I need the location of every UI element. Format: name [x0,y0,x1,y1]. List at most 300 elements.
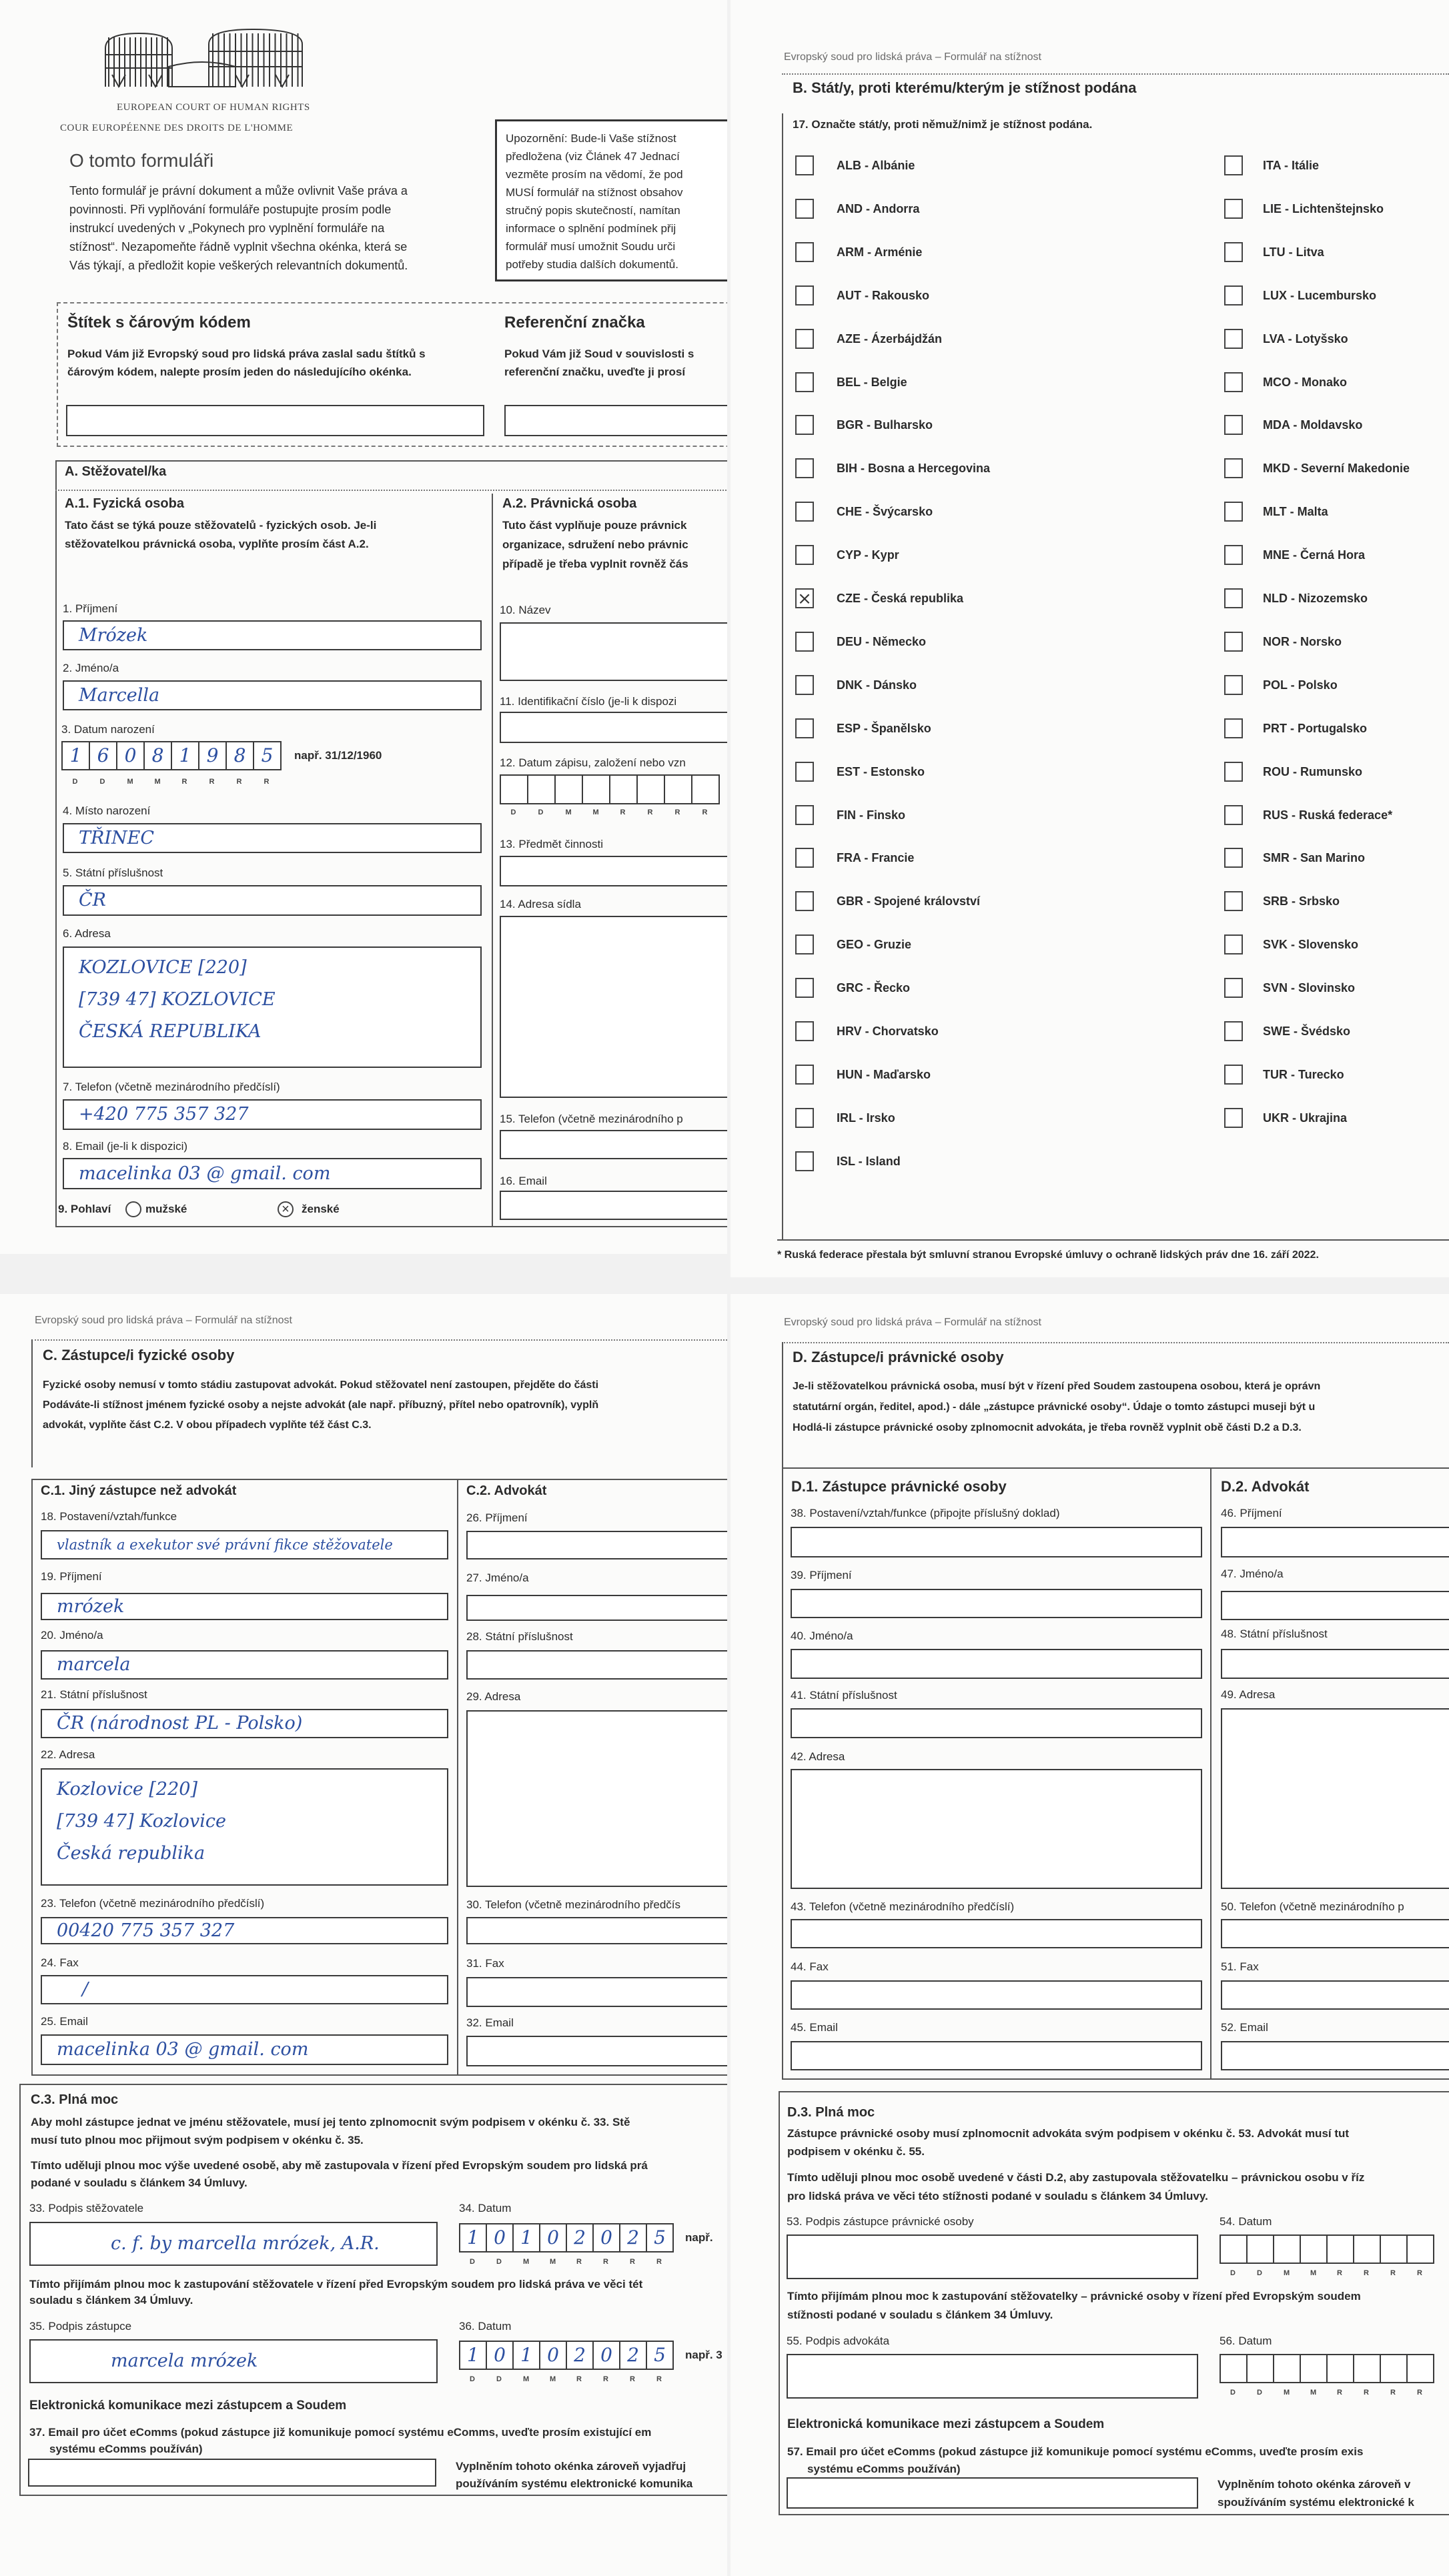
d-lawyer-phone-input[interactable] [1221,1919,1449,1948]
c3-text: Aby mohl zástupce jednat ve jménu stěžovatele, musí jej tento zplnomocnit svým podpisem v okénku č. 33. Stě [31,2116,630,2128]
field-label: 12. Datum zápisu, založení nebo vzn [500,756,686,769]
acceptance-date-cell[interactable]: 2 [619,2341,647,2370]
country-checkbox-svn[interactable] [1224,978,1243,998]
gender-male-label: mužské [145,1203,187,1215]
d-rep-address-input[interactable] [791,1769,1202,1889]
handwritten-value: macelinka 03 @ gmail. com [79,1163,331,1184]
acceptance-date-cell[interactable]: 0 [539,2341,567,2370]
country-label: AUT - Rakousko [837,288,930,302]
d-signature-date-cell[interactable] [1246,2234,1274,2264]
nationality-input[interactable] [63,885,482,916]
country-label: BEL - Belgie [837,375,907,389]
date-format-letter: M [550,2258,556,2266]
gender-female-label: ženské [302,1203,340,1215]
date-example: např. 31/12/1960 [294,749,382,762]
registration-date-cell[interactable] [527,774,556,804]
about-title: O tomto formuláři [69,150,214,171]
field-label: 42. Adresa [791,1750,845,1763]
date-format-letter: R [630,2258,635,2266]
field-label: 10. Název [500,604,551,616]
d-lawyer-nationality-input[interactable] [1221,1649,1449,1679]
a1-title: A.1. Fyzická osoba [65,496,184,511]
d3-text: stížnosti podané v souladu s článkem 34 Úmluvy. [787,2309,1053,2321]
acceptance-date-cell[interactable]: 0 [592,2341,620,2370]
section-d-description: Je-li stěžovatelkou právnická osoba, musí být v řízení před Soudem zastoupena osobou, která je oprávn [793,1381,1321,1392]
d3-text: podpisem v okénku č. 55. [787,2145,925,2158]
country-checkbox-bih[interactable] [795,458,814,478]
birth-date-cell[interactable]: 9 [198,741,227,770]
court-name-en: EUROPEAN COURT OF HUMAN RIGHTS [117,102,310,113]
field-label: 23. Telefon (včetně mezinárodního předčíslí) [41,1897,265,1910]
about-text: Tento formulář je právní dokument a může ovlivnit Vaše práva a [69,184,408,197]
date-format-letter: R [264,778,270,786]
rep-phone-input[interactable] [41,1917,448,1944]
country-label: SWE - Švédsko [1263,1025,1351,1038]
date-format-letter: R [1390,2269,1396,2277]
country-label: CHE - Švýcarsko [837,505,933,519]
page-header: Evropský soud pro lidská práva – Formulář na stížnost [784,1317,1041,1328]
barcode-label-box[interactable] [66,405,484,436]
handwritten-value: +420 775 357 327 [79,1104,249,1125]
country-label: ARM - Arménie [837,245,923,259]
birthplace-input[interactable] [63,823,482,853]
representative-signature-box[interactable] [29,2339,438,2383]
address-input[interactable] [63,946,482,1068]
country-label: HUN - Maďarsko [837,1067,931,1081]
field-label: 49. Adresa [1221,1688,1276,1701]
country-checkbox-hun[interactable] [795,1065,814,1085]
country-label: SVK - Slovensko [1263,938,1359,952]
date-format-letter: R [181,778,187,786]
registered-address-input[interactable] [500,916,727,1098]
country-label: MDA - Moldavsko [1263,418,1363,432]
registration-date-cell[interactable] [582,774,610,804]
date-format-letter: R [576,2258,582,2266]
country-checkbox-and[interactable] [795,199,814,219]
about-text: Vás týkají, a předložit kopie veškerých relevantních dokumentů. [69,259,408,272]
country-checkbox-ukr[interactable] [1224,1108,1243,1128]
c3-title: C.3. Plná moc [31,2092,119,2107]
column-divider [457,1479,458,2076]
date-format-letter: M [550,2375,556,2383]
country-checkbox-aut[interactable] [795,285,814,305]
handwritten-line: [739 47] KOZLOVICE [79,989,276,1010]
handwritten-line: KOZLOVICE [220] [79,957,247,978]
country-checkbox-lie[interactable] [1224,199,1243,219]
country-checkbox-geo[interactable] [795,934,814,954]
reference-text: referenční značku, uveďte ji prosí [504,366,686,378]
lawyer-surname-input[interactable] [466,1531,727,1559]
d-signature-date-cell[interactable] [1273,2234,1301,2264]
d-rep-phone-input[interactable] [791,1919,1202,1948]
field-label: 6. Adresa [63,927,111,940]
country-checkbox-ita[interactable] [1224,155,1243,175]
field-label: 38. Postavení/vztah/funkce (připojte příslušný doklad) [791,1507,1060,1519]
d-rep-first-name-input[interactable] [791,1649,1202,1679]
handwritten-value: / [82,1979,89,2000]
field-label: 40. Jméno/a [791,1630,853,1642]
section-rule [55,490,727,491]
email-input[interactable] [63,1158,482,1189]
form-page-3 [0,1294,727,2576]
field-label: 36. Datum [459,2320,512,2333]
handwritten-line: [739 47] Kozlovice [57,1811,226,1832]
date-format-letter: R [630,2375,635,2383]
country-label: MCO - Monako [1263,375,1347,389]
country-checkbox-pol[interactable] [1224,675,1243,695]
section-d-description: statutární orgán, ředitel, apod.) - dále „zástupce právnické osoby“. Údaje o tomto zástupci museji být u [793,1401,1316,1413]
country-label: SMR - San Marino [1263,851,1366,865]
handwritten-value: vlastník a exekutor své právní fikce stěžovatele [57,1537,393,1553]
d-lawyer-email-input[interactable] [1221,2041,1449,2070]
signature-date-cell[interactable]: 2 [619,2223,647,2252]
registration-date-cell[interactable] [691,774,720,804]
handwritten-value: c. f. by marcella mrózek, A.R. [111,2233,380,2254]
registration-date-cell[interactable] [609,774,638,804]
field-label: 32. Email [466,2016,514,2029]
country-checkbox-bgr[interactable] [795,415,814,435]
a1-description: Tato část se týká pouze stěžovatelů - fyzických osob. Je-li [65,519,377,532]
date-format-letter: M [592,808,599,816]
country-checkbox-bel[interactable] [795,372,814,392]
c3-text: musí tuto plnou moc přijmout svým podpisem v okénku č. 35. [31,2134,364,2146]
country-checkbox-tur[interactable] [1224,1065,1243,1085]
country-checkbox-swe[interactable] [1224,1021,1243,1041]
field-label: 55. Podpis advokáta [787,2335,890,2347]
d-acceptance-date-cell[interactable] [1246,2354,1274,2383]
ecomms-label: systému eComms používán) [807,2463,961,2475]
handwritten-line: ČESKÁ REPUBLIKA [79,1021,262,1042]
c3-text: souladu s článkem 34 Úmluvy. [29,2294,193,2307]
acceptance-date-cell[interactable]: 2 [566,2341,594,2370]
date-format-letter: D [1257,2389,1262,2397]
date-format-letter: R [620,808,626,816]
rep-fax-input[interactable] [41,1975,448,2004]
applicant-signature-box[interactable] [29,2222,438,2266]
birth-date-cell[interactable]: 5 [253,741,282,770]
signature-date-cell[interactable]: 0 [592,2223,620,2252]
date-format-letter: R [1337,2389,1342,2397]
rep-address-input[interactable] [41,1768,448,1886]
field-label: 24. Fax [41,1956,79,1969]
lawyer-fax-input[interactable] [466,1977,727,2007]
field-label: 3. Datum narození [61,723,155,736]
section-c-title: C. Zástupce/i fyzické osoby [43,1347,235,1363]
country-label: AZE - Ázerbájdžán [837,332,943,346]
d-rep-role-input[interactable] [791,1527,1202,1557]
country-checkbox-prt[interactable] [1224,718,1243,738]
form-page-4 [731,1294,1449,2576]
country-label: BGR - Bulharsko [837,418,933,432]
country-checkbox-lux[interactable] [1224,285,1243,305]
surname-input[interactable] [63,620,482,650]
country-checkbox-fra[interactable] [795,848,814,868]
country-checkbox-rus[interactable] [1224,805,1243,825]
signature-date-cell[interactable]: 1 [459,2223,487,2252]
date-format-letter: M [1310,2389,1317,2397]
birth-date-cell[interactable]: 6 [89,741,117,770]
lawyer-nationality-input[interactable] [466,1650,727,1680]
acceptance-date-cell[interactable]: 5 [646,2341,674,2370]
activity-input[interactable] [500,856,727,886]
country-checkbox-aze[interactable] [795,329,814,349]
date-format-letter: D [1230,2269,1236,2277]
country-checkbox-nor[interactable] [1224,632,1243,652]
section-a-title: A. Stěžovatel/ka [65,464,167,479]
field-label: 13. Předmět činnosti [500,838,603,850]
org-email-input[interactable] [500,1191,727,1220]
about-text: povinnosti. Při vyplňování formuláře postupujte prosím podle [69,203,392,216]
notice-text: MUSÍ formulář na stížnost obsahov [506,186,683,199]
date-example: např. 3 [685,2349,722,2361]
lawyer-phone-input[interactable] [466,1917,727,1944]
lawyer-email-input[interactable] [466,2036,727,2066]
handwritten-value: TŘINEC [79,827,154,848]
d-rep-fax-input[interactable] [791,1980,1202,2010]
field-label: 11. Identifikační číslo (je-li k dispozi [500,695,677,708]
country-checkbox-cyp[interactable] [795,545,814,565]
field-label: 56. Datum [1220,2335,1272,2347]
country-checkbox-arm[interactable] [795,242,814,262]
c3-text: Tímto přijímám plnou moc k zastupování stěžovatele v řízení před Evropským soudem pro lidská práva ve věci tét [29,2278,643,2291]
field-label: 21. Státní příslušnost [41,1688,147,1701]
d-lawyer-first-name-input[interactable] [1221,1591,1449,1620]
reference-title: Referenční značka [504,313,645,332]
country-checkbox-deu[interactable] [795,632,814,652]
date-format-letter: R [576,2375,582,2383]
country-checkbox-ltu[interactable] [1224,242,1243,262]
c2-title: C.2. Advokát [466,1483,547,1498]
country-checkbox-mne[interactable] [1224,545,1243,565]
birth-date-cell[interactable]: 8 [143,741,172,770]
section-c-description: advokát, vyplňte část C.2. V obou případech vyplňte též část C.3. [43,1419,372,1431]
signature-date-cell[interactable]: 1 [512,2223,540,2252]
d-ecomms-email-input[interactable] [787,2477,1198,2509]
d-signature-date-cell[interactable] [1300,2234,1328,2264]
column-divider [782,1342,783,1467]
d-acceptance-date-cell[interactable] [1300,2354,1328,2383]
first-name-input[interactable] [63,680,482,710]
d-signature-date-cell[interactable] [1406,2234,1434,2264]
column-divider [1210,1467,1212,2080]
registration-date-cell[interactable] [636,774,665,804]
field-label: 26. Příjmení [466,1511,528,1524]
d-lawyer-fax-input[interactable] [1221,1980,1449,2010]
d-acceptance-date-cell[interactable] [1326,2354,1354,2383]
country-checkbox-fin[interactable] [795,805,814,825]
d3-text: pro lidská práva ve věci této stížnosti podané v souladu s článkem 34 Úmluvy. [787,2190,1208,2202]
d-signature-date-cell[interactable] [1353,2234,1381,2264]
country-label: IRL - Irsko [837,1111,895,1125]
d-acceptance-date-cell[interactable] [1220,2354,1248,2383]
country-label: FRA - Francie [837,851,915,865]
rep-email-input[interactable] [41,2034,448,2065]
d-rep-email-input[interactable] [791,2041,1202,2070]
country-label: SRB - Srbsko [1263,894,1340,908]
ecomms-label: 57. Email pro účet eComms (pokud zástupce již komunikuje pomocí systému eComms, uveďte prosím exis [787,2445,1364,2458]
rep-first-name-input[interactable] [41,1650,448,1680]
signature-date-cell[interactable]: 0 [539,2223,567,2252]
country-label: MKD - Severní Makedonie [1263,462,1410,476]
d-signature-date-cell[interactable] [1220,2234,1248,2264]
form-page-1 [0,0,727,1254]
d-rep-nationality-input[interactable] [791,1708,1202,1738]
country-label: DNK - Dánsko [837,678,917,692]
page-header: Evropský soud pro lidská práva – Formulář na stížnost [35,1315,292,1326]
d-acceptance-date-cell[interactable] [1273,2354,1301,2383]
column-divider [31,1339,33,1467]
country-label: EST - Estonsko [837,764,925,778]
date-format-letter: R [209,778,215,786]
registration-date-cell[interactable] [664,774,692,804]
country-label: MNE - Černá Hora [1263,548,1366,562]
country-label: LTU - Litva [1263,245,1324,259]
field-label: 41. Státní příslušnost [791,1689,897,1702]
country-checkbox-dnk[interactable] [795,675,814,695]
rep-nationality-input[interactable] [41,1709,448,1738]
date-format-letter: R [1390,2389,1396,2397]
country-label: ALB - Albánie [837,159,915,172]
field-label: 54. Datum [1220,2215,1272,2228]
country-checkbox-smr[interactable] [1224,848,1243,868]
field-label: 25. Email [41,2015,88,2028]
country-label: BIH - Bosna a Hercegovina [837,462,991,476]
field-label: 28. Státní příslušnost [466,1630,573,1643]
country-checkbox-che[interactable] [795,502,814,522]
rep-role-input[interactable] [41,1530,448,1559]
date-format-letter: R [1417,2269,1422,2277]
date-format-letter: R [656,2258,662,2266]
country-checkbox-gbr[interactable] [795,891,814,911]
d-signature-date-cell[interactable] [1380,2234,1408,2264]
country-checkbox-mkd[interactable] [1224,458,1243,478]
date-format-letter: D [1230,2389,1236,2397]
ecomms-email-input[interactable] [28,2459,436,2487]
country-checkbox-srb[interactable] [1224,891,1243,911]
birth-date-cell[interactable]: 0 [116,741,145,770]
lawyer-address-input[interactable] [466,1710,727,1887]
acceptance-date-cell[interactable]: 1 [512,2341,540,2370]
a2-description: organizace, sdružení nebo právnic [502,538,688,551]
d1-title: D.1. Zástupce právnické osoby [791,1478,1007,1495]
gender-male-radio[interactable] [125,1201,141,1217]
signature-date-cell[interactable]: 5 [646,2223,674,2252]
dotted-rule [782,1342,1449,1343]
d-lawyer-address-input[interactable] [1221,1708,1449,1889]
field-label: 22. Adresa [41,1748,95,1761]
date-format-letter: R [647,808,653,816]
acceptance-date-cell[interactable]: 0 [486,2341,514,2370]
d-acceptance-date-cell[interactable] [1406,2354,1434,2383]
org-name-input[interactable] [500,622,727,681]
field-label: 1. Příjmení [63,602,118,615]
about-text: instrukcí uvedených v „Pokynech pro vyplnění formuláře na [69,221,385,235]
legal-rep-signature-box[interactable] [787,2234,1198,2279]
reference-number-input[interactable] [504,405,727,436]
registration-date-cell[interactable] [500,774,528,804]
field-label: 48. Státní příslušnost [1221,1628,1328,1640]
country-checkbox-isl[interactable] [795,1151,814,1171]
d-signature-date-cell[interactable] [1326,2234,1354,2264]
field-label: 19. Příjmení [41,1570,102,1583]
country-checkbox-svk[interactable] [1224,934,1243,954]
country-checkbox-grc[interactable] [795,978,814,998]
registration-date-cell[interactable] [554,774,583,804]
rep-surname-input[interactable] [41,1593,448,1620]
country-label: ISL - Island [837,1154,901,1168]
handwritten-line: Česká republika [57,1843,205,1864]
org-phone-input[interactable] [500,1130,727,1159]
country-label: ROU - Rumunsko [1263,764,1363,778]
lawyer-first-name-input[interactable] [466,1595,727,1621]
country-checkbox-mda[interactable] [1224,415,1243,435]
date-format-letter: R [656,2375,662,2383]
country-label: ITA - Itálie [1263,159,1320,172]
country-checkbox-alb[interactable] [795,155,814,175]
date-format-letter: D [99,778,105,786]
date-format-letter: R [1364,2389,1369,2397]
country-checkbox-irl[interactable] [795,1108,814,1128]
country-label: LIE - Lichtenštejnsko [1263,201,1384,215]
acceptance-date-cell[interactable]: 1 [459,2341,487,2370]
ecomms-note: spoužíváním systému elektronické k [1218,2496,1414,2509]
country-checkbox-esp[interactable] [795,718,814,738]
field-label: 14. Adresa sídla [500,898,581,910]
gender-female-radio[interactable]: × [278,1201,294,1217]
birth-date-cell[interactable]: 1 [171,741,199,770]
country-checkbox-hrv[interactable] [795,1021,814,1041]
d-acceptance-date-cell[interactable] [1353,2354,1381,2383]
country-checkbox-lva[interactable] [1224,329,1243,349]
notice-text: formulář musí umožnit Soudu urči [506,240,676,253]
country-checkbox-est[interactable] [795,762,814,782]
page-header: Evropský soud pro lidská práva – Formulář na stížnost [784,51,1041,63]
field-label: 34. Datum [459,2202,512,2214]
country-label: POL - Polsko [1263,678,1338,692]
barcode-title: Štítek s čárovým kódem [67,313,251,332]
field-label: 31. Fax [466,1957,504,1970]
country-checkbox-mlt[interactable] [1224,502,1243,522]
date-format-letter: R [236,778,242,786]
field-label: 33. Podpis stěžovatele [29,2202,144,2214]
date-format-letter: R [1364,2269,1369,2277]
birth-date-cell[interactable]: 8 [225,741,254,770]
signature-date-cell[interactable]: 2 [566,2223,594,2252]
lawyer-signature-box[interactable] [787,2354,1198,2399]
d-rep-surname-input[interactable] [791,1589,1202,1618]
country-checkbox-mco[interactable] [1224,372,1243,392]
field-label: 51. Fax [1221,1960,1259,1973]
field-label: 29. Adresa [466,1690,521,1703]
country-checkbox-rou[interactable] [1224,762,1243,782]
country-checkbox-nld[interactable] [1224,588,1243,608]
c1-title: C.1. Jiný zástupce než advokát [41,1483,237,1498]
country-label: AND - Andorra [837,201,920,215]
phone-input[interactable] [63,1099,482,1130]
ecomms-label: systému eComms používán) [49,2443,203,2455]
handwritten-value: macelinka 03 @ gmail. com [57,2039,309,2060]
handwritten-value: Mrózek [79,624,148,646]
birth-date-cell[interactable]: 1 [61,741,90,770]
org-id-input[interactable] [500,712,727,743]
country-checkbox-cze[interactable]: ⨯ [795,588,814,608]
date-format-letter: M [154,778,161,786]
barcode-text: čárovým kódem, nalepte prosím jeden do následujícího okénka. [67,366,412,378]
signature-date-cell[interactable]: 0 [486,2223,514,2252]
d-lawyer-surname-input[interactable] [1221,1527,1449,1557]
country-label: RUS - Ruská federace* [1263,808,1393,822]
d-acceptance-date-cell[interactable] [1380,2354,1408,2383]
